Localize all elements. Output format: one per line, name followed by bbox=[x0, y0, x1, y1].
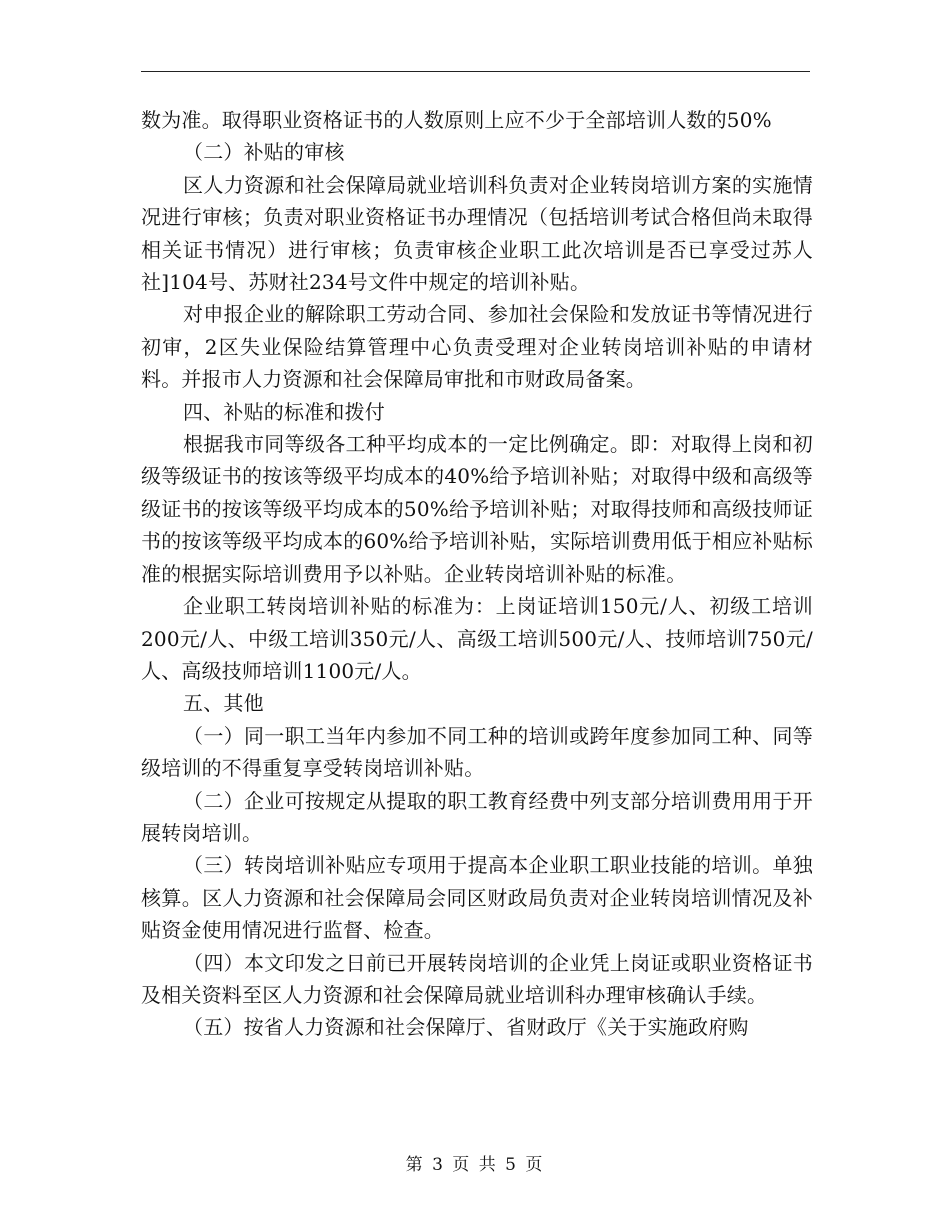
paragraph: （一）同一职工当年内参加不同工种的培训或跨年度参加同工种、同等级培训的不得重复享受转岗培训补贴。 bbox=[141, 723, 813, 781]
section-heading: 四、补贴的标准和拨付 bbox=[183, 399, 385, 424]
paragraph: 区人力资源和社会保障局就业培训科负责对企业转岗培训方案的实施情况进行审核；负责对职业资格证书办理情况（包括培训考试合格但尚未取得相关证书情况）进行审核；负责审核企业职工此次培训是否已享受过苏人社]104号、苏财社234号文件中规定的培训补贴。 bbox=[141, 172, 813, 295]
section-heading: 五、其他 bbox=[183, 691, 264, 716]
paragraph: （五）按省人力资源和社会保障厅、省财政厅《关于实施政府购 bbox=[183, 1015, 749, 1040]
header-rule bbox=[141, 71, 810, 72]
page-number-footer: 第 3 页 共 5 页 bbox=[405, 1155, 545, 1175]
document-body bbox=[141, 104, 813, 1044]
paragraph: （二）企业可按规定从提取的职工教育经费中列支部分培训费用用于开展转岗培训。 bbox=[141, 788, 813, 845]
paragraph: 数为准。取得职业资格证书的人数原则上应不少于全部培训人数的50% bbox=[141, 108, 772, 132]
paragraph: 根据我市同等级各工种平均成本的一定比例确定。即：对取得上岗和初级等级证书的按该等级平均成本的40%给予培训补贴；对取得中级和高级等级证书的按该等级平均成本的50%给予培训补贴；对取得技师和高级技师证书的按该等级平均成本的60%给予培训补贴，实际培训费用低于相应补贴标准的根据实际培训费用予以补贴。企业转岗培训补贴的标准。 bbox=[141, 432, 813, 586]
paragraph: （三）转岗培训补贴应专项用于提高本企业职工职业技能的培训。单独核算。区人力资源和社会保障局会同区财政局负责对企业转岗培训情况及补贴资金使用情况进行监督、检查。 bbox=[141, 853, 813, 943]
section-heading: （二）补贴的审核 bbox=[183, 140, 345, 165]
paragraph: 企业职工转岗培训补贴的标准为：上岗证培训150元/人、初级工培训200元/人、中级工培训350元/人、高级工培训500元/人、技师培训750元/人、高级技师培训1100元/人。 bbox=[141, 594, 813, 683]
paragraph: 对申报企业的解除职工劳动合同、参加社会保险和发放证书等情况进行初审，2区失业保险结算管理中心负责受理对企业转岗培训补贴的申请材料。并报市人力资源和社会保障局审批和市财政局备案。 bbox=[141, 302, 813, 392]
paragraph: （四）本文印发之日前已开展转岗培训的企业凭上岗证或职业资格证书及相关资料至区人力资源和社会保障局就业培训科办理审核确认手续。 bbox=[141, 950, 813, 1007]
